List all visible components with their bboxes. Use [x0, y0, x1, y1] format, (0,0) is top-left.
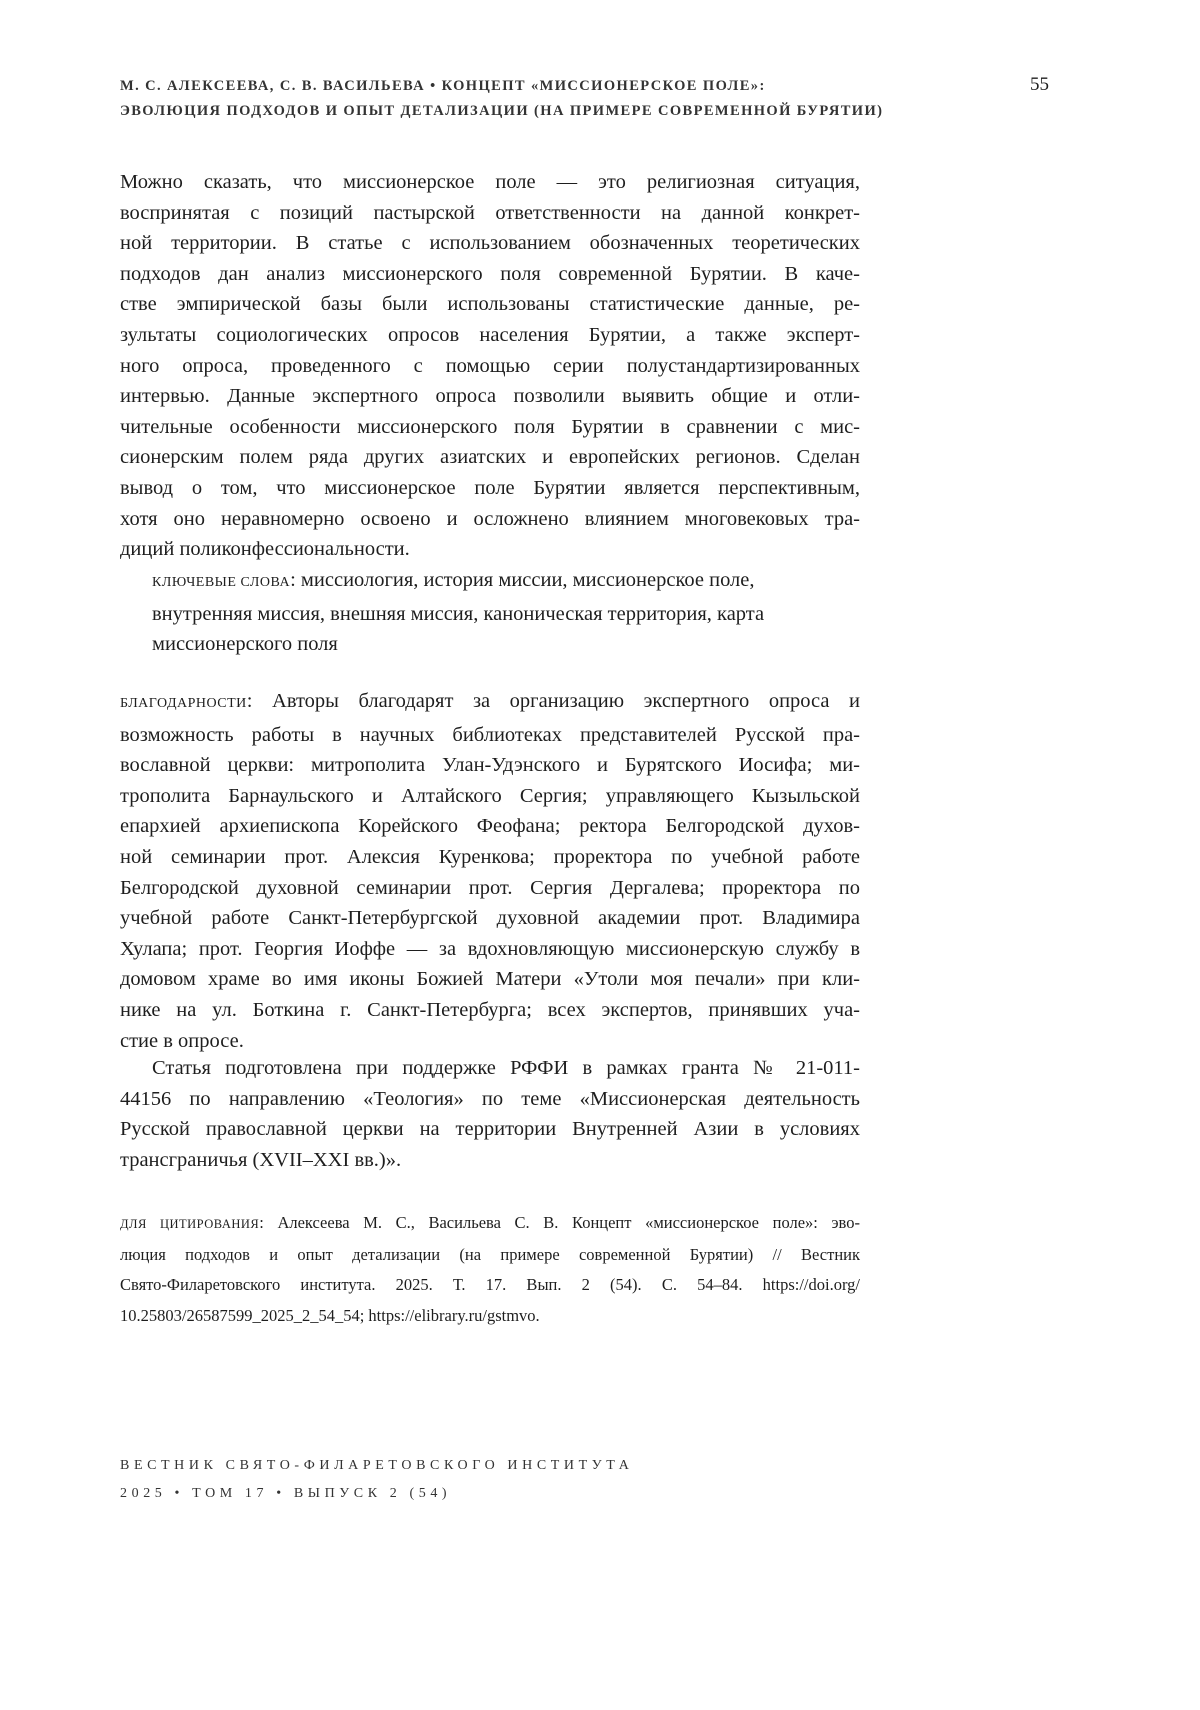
text-line: сионерским полем ряда других азиатских и европейских регионов. Сделан — [120, 442, 860, 473]
text-line: 10.25803/26587599_2025_2_54_54; https://elibrary.ru/gstmvo. — [120, 1301, 860, 1332]
text-line: домовом храме во имя иконы Божией Матери «Утоли моя печали» при кли- — [120, 964, 860, 995]
citation-text: : Алексеева М. С., Васильева С. В. Концепт «миссионерское поле»: эво- — [259, 1213, 860, 1232]
acknowledgments-text: : Авторы благодарят за организацию экспертного опроса и — [247, 690, 860, 712]
text-line: интервью. Данные экспертного опроса позволили выявить общие и отли- — [120, 381, 860, 412]
abstract-paragraph — [120, 167, 860, 565]
text-line: Хулапа; прот. Георгия Иоффе — за вдохновляющую миссионерскую службу в — [120, 934, 860, 965]
keywords — [152, 565, 860, 660]
text-line: Русской православной церкви на территории Внутренней Азии в условиях — [120, 1114, 860, 1145]
text-line: Статья подготовлена при поддержке РФФИ в рамках гранта № 21-011- — [120, 1053, 860, 1084]
grant-paragraph — [120, 1053, 860, 1175]
keywords-label: КЛЮЧЕВЫЕ СЛОВА — [152, 575, 290, 590]
keywords-text: внутренняя миссия, внешняя миссия, каноническая территория, карта — [152, 599, 860, 630]
text-line: Можно сказать, что миссионерское поле — это религиозная ситуация, — [120, 167, 860, 198]
text-line: ной территории. В статье с использованием обозначенных теоретических — [120, 228, 860, 259]
text-line: вывод о том, что миссионерское поле Бурятии является перспективным, — [120, 473, 860, 504]
text-line: 44156 по направлению «Теология» по теме «Миссионерская деятельность — [120, 1084, 860, 1115]
text-line: стве эмпирической базы были использованы статистические данные, ре- — [120, 289, 860, 320]
text-line: зультаты социологических опросов населения Бурятии, а также эксперт- — [120, 320, 860, 351]
acknowledgments — [120, 686, 860, 1056]
text-line: чительные особенности миссионерского поля Бурятии в сравнении с мис- — [120, 412, 860, 443]
text-line: воспринятая с позиций пастырской ответственности на данной конкрет- — [120, 198, 860, 229]
running-header-title: ЭВОЛЮЦИЯ ПОДХОДОВ И ОПЫТ ДЕТАЛИЗАЦИИ (НА ПРИМЕРЕ СОВРЕМЕННОЙ БУРЯТИИ) — [120, 103, 883, 120]
document-page — [0, 0, 1200, 1710]
text-line: Свято-Филаретовского института. 2025. Т. 17. Вып. 2 (54). С. 54–84. https://doi.org/ — [120, 1270, 860, 1301]
text-line: трансграничья (XVII–XXI вв.)». — [120, 1145, 860, 1176]
keywords-text: миссионерского поля — [152, 629, 860, 660]
text-line: диций поликонфессиональности. — [120, 534, 860, 565]
page-number: 55 — [1030, 74, 1049, 96]
footer-journal: ВЕСТНИК СВЯТО-ФИЛАРЕТОВСКОГО ИНСТИТУТА — [120, 1458, 633, 1474]
footer-issue: 2025 • ТОМ 17 • ВЫПУСК 2 (54) — [120, 1486, 451, 1502]
keywords-text: : миссиология, история миссии, миссионерское поле, — [290, 569, 754, 591]
acknowledgments-label: БЛАГОДАРНОСТИ — [120, 696, 247, 711]
text-line: учебной работе Санкт-Петербургской духовной академии прот. Владимира — [120, 903, 860, 934]
text-line: хотя оно неравномерно освоено и осложнено влиянием многовековых тра- — [120, 504, 860, 535]
text-line: ного опроса, проведенного с помощью серии полустандартизированных — [120, 351, 860, 382]
text-line: нике на ул. Боткина г. Санкт-Петербурга; всех экспертов, принявших уча- — [120, 995, 860, 1026]
citation — [120, 1208, 860, 1331]
text-line: Белгородской духовной семинарии прот. Сергия Дергалева; проректора по — [120, 873, 860, 904]
citation-label: ДЛЯ ЦИТИРОВАНИЯ — [120, 1217, 259, 1231]
text-line: возможность работы в научных библиотеках представителей Русской пра- — [120, 720, 860, 751]
text-line: трополита Барнаульского и Алтайского Сергия; управляющего Кызыльской — [120, 781, 860, 812]
text-line: ной семинарии прот. Алексия Куренкова; проректора по учебной работе — [120, 842, 860, 873]
text-line: вославной церкви: митрополита Улан-Удэнского и Бурятского Иосифа; ми- — [120, 750, 860, 781]
running-header-authors: М. С. АЛЕКСЕЕВА, С. В. ВАСИЛЬЕВА • КОНЦЕПТ «МИССИОНЕРСКОЕ ПОЛЕ»: — [120, 78, 766, 95]
text-line: стие в опросе. — [120, 1026, 860, 1057]
text-line: подходов дан анализ миссионерского поля современной Бурятии. В каче- — [120, 259, 860, 290]
text-line: епархией архиепископа Корейского Феофана; ректора Белгородской духов- — [120, 811, 860, 842]
text-line: люция подходов и опыт детализации (на примере современной Бурятии) // Вестник — [120, 1240, 860, 1271]
